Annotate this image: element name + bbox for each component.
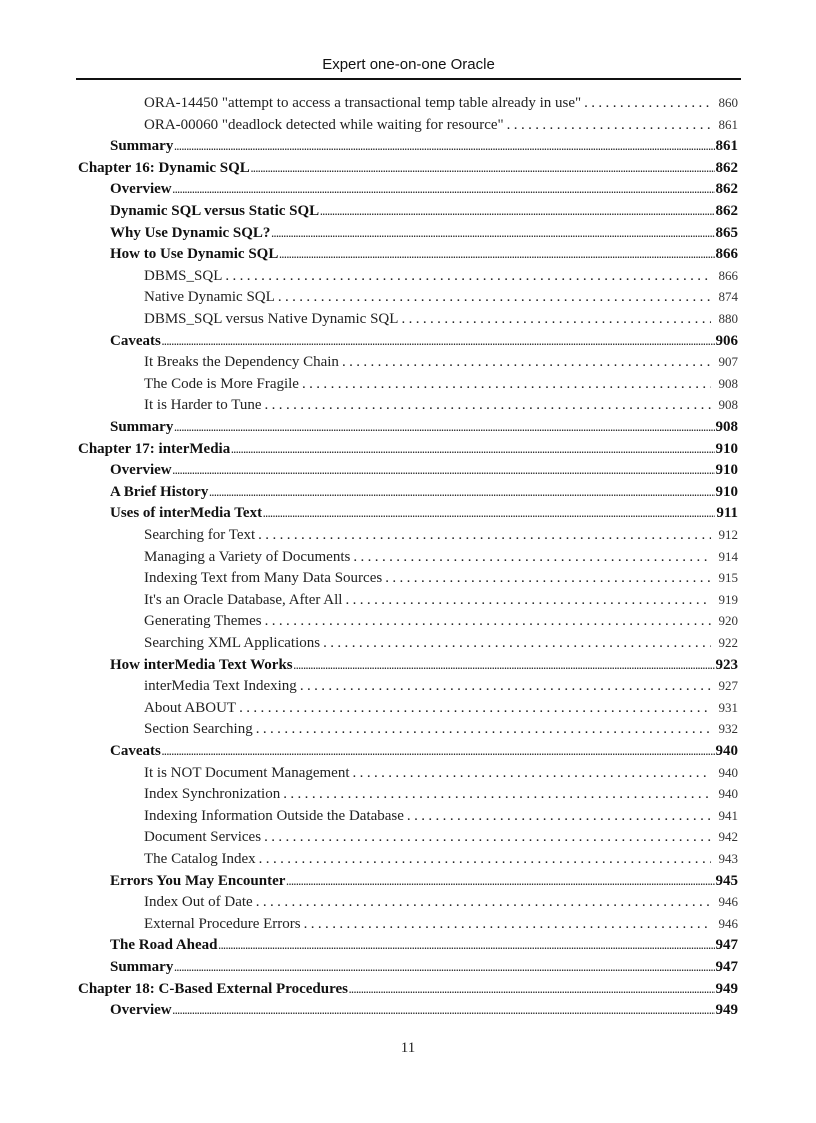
toc-entry-title: It's an Oracle Database, After All xyxy=(144,591,343,608)
toc-entry-title: Native Dynamic SQL xyxy=(144,289,275,306)
toc-subsection-entry[interactable] xyxy=(144,786,738,808)
toc-entry-page: 915 xyxy=(718,570,738,586)
toc-entry-title: Overview xyxy=(110,1002,172,1019)
toc-section-entry[interactable] xyxy=(110,181,738,203)
toc-entry-page: 932 xyxy=(718,721,738,737)
toc-dot-leader xyxy=(265,397,711,414)
toc-entry-page: 914 xyxy=(718,548,738,564)
toc-entry-title: The Code is More Fragile xyxy=(144,375,299,392)
toc-subsection-entry[interactable] xyxy=(144,117,738,139)
toc-subsection-entry[interactable] xyxy=(144,354,738,376)
toc-section-entry[interactable] xyxy=(110,873,738,895)
toc-entry-page: 908 xyxy=(718,375,738,391)
toc-entry-title: Chapter 17: interMedia xyxy=(78,440,231,457)
toc-entry-page: 940 xyxy=(718,764,738,780)
toc-entry-title: Caveats xyxy=(110,332,161,349)
toc-entry-title: Why Use Dynamic SQL? xyxy=(110,224,271,241)
toc-dot-leader xyxy=(302,376,711,393)
toc-entry-title: DBMS_SQL xyxy=(144,267,223,284)
toc-entry-title: Dynamic SQL versus Static SQL xyxy=(110,203,320,219)
toc-subsection-entry[interactable] xyxy=(144,549,738,571)
toc-entry-page: 922 xyxy=(718,635,738,650)
toc-section-entry[interactable] xyxy=(110,484,738,506)
toc-entry-page: 880 xyxy=(718,311,738,326)
toc-dot-leader xyxy=(231,445,714,455)
toc-entry-page: 945 xyxy=(715,872,738,889)
toc-entry-page: 912 xyxy=(718,527,738,542)
toc-entry-title: How interMedia Text Works xyxy=(110,656,293,673)
toc-dot-leader xyxy=(239,700,710,717)
toc-entry-page: 942 xyxy=(718,829,738,845)
toc-subsection-entry[interactable] xyxy=(144,397,738,419)
toc-dot-leader xyxy=(349,985,715,995)
toc-entry-page: 947 xyxy=(715,959,738,975)
toc-subsection-entry[interactable] xyxy=(144,721,738,743)
toc-entry-page: 920 xyxy=(718,613,738,629)
toc-dot-leader xyxy=(385,570,710,587)
toc-dot-leader xyxy=(251,164,715,174)
toc-dot-leader xyxy=(209,488,714,498)
toc-entry-page: 866 xyxy=(715,246,738,263)
toc-dot-leader xyxy=(300,678,711,695)
toc-entry-title: Section Searching xyxy=(144,721,253,738)
toc-dot-leader xyxy=(219,941,715,951)
toc-entry-title: A Brief History xyxy=(110,483,209,500)
toc-entry-page: 927 xyxy=(718,678,738,694)
toc-subsection-entry[interactable] xyxy=(144,527,738,549)
toc-dot-leader xyxy=(162,337,715,347)
toc-section-entry[interactable] xyxy=(110,743,738,765)
toc-subsection-entry[interactable] xyxy=(144,570,738,592)
toc-entry-title: Indexing Text from Many Data Sources xyxy=(144,570,383,587)
toc-dot-leader xyxy=(353,765,711,782)
toc-section-entry[interactable] xyxy=(110,657,738,679)
toc-entry-page: 908 xyxy=(715,419,738,435)
toc-section-entry[interactable] xyxy=(110,937,738,959)
toc-entry-title: About ABOUT xyxy=(144,699,237,716)
toc-dot-leader xyxy=(174,423,714,433)
toc-subsection-entry[interactable] xyxy=(144,268,738,290)
toc-entry-title: The Road Ahead xyxy=(110,937,218,954)
toc-subsection-entry[interactable] xyxy=(144,894,738,916)
toc-chapter-entry[interactable] xyxy=(78,981,738,1003)
toc-entry-page: 910 xyxy=(715,440,738,457)
toc-entry-page: 865 xyxy=(715,224,738,241)
toc-entry-page: 907 xyxy=(718,354,738,370)
toc-dot-leader xyxy=(225,268,710,285)
toc-entry-title: interMedia Text Indexing xyxy=(144,678,297,695)
toc-entry-page: 949 xyxy=(715,980,738,997)
toc-subsection-entry[interactable] xyxy=(144,916,738,938)
toc-chapter-entry[interactable] xyxy=(78,441,738,463)
toc-entry-title: Searching XML Applications xyxy=(144,635,321,651)
toc-dot-leader xyxy=(259,851,711,868)
toc-entry-title: Chapter 18: C-Based External Procedures xyxy=(78,980,348,997)
toc-subsection-entry[interactable] xyxy=(144,613,738,635)
toc-section-entry[interactable] xyxy=(110,505,738,527)
toc-section-entry[interactable] xyxy=(110,225,738,247)
page-number: 11 xyxy=(400,1040,416,1056)
toc-subsection-entry[interactable] xyxy=(144,700,738,722)
toc-section-entry[interactable] xyxy=(110,462,738,484)
toc-dot-leader xyxy=(256,894,711,911)
toc-entry-title: External Procedure Errors xyxy=(144,915,301,932)
toc-entry-title: Summary xyxy=(110,138,174,155)
toc-dot-leader xyxy=(294,661,715,671)
toc-dot-leader xyxy=(173,1006,715,1016)
toc-subsection-entry[interactable] xyxy=(144,829,738,851)
toc-entry-title: ORA-00060 "deadlock detected while waiting for resource" xyxy=(144,116,504,133)
toc-entry-page: 874 xyxy=(718,289,738,305)
toc-dot-leader xyxy=(507,117,711,134)
toc-entry-title: Errors You May Encounter xyxy=(110,872,286,889)
header-rule xyxy=(76,78,741,80)
toc-entry-title: Overview xyxy=(110,462,172,479)
toc-entry-page: 860 xyxy=(718,95,738,110)
toc-entry-page: 923 xyxy=(715,656,738,673)
toc-entry-page: 862 xyxy=(715,181,738,198)
toc-entry-title: ORA-14450 "attempt to access a transactional temp table already in use" xyxy=(144,95,582,111)
toc-entry-title: How to Use Dynamic SQL xyxy=(110,246,279,263)
toc-dot-leader xyxy=(174,963,714,973)
toc-entry-title: Indexing Information Outside the Database xyxy=(144,807,404,824)
toc-entry-title: It Breaks the Dependency Chain xyxy=(144,354,339,371)
toc-entry-page: 946 xyxy=(718,894,738,910)
toc-dot-leader xyxy=(271,229,714,239)
toc-entry-page: 947 xyxy=(715,937,738,954)
toc-entry-page: 862 xyxy=(715,203,738,219)
toc-subsection-entry[interactable] xyxy=(144,376,738,398)
toc-section-entry[interactable] xyxy=(110,138,738,160)
toc-entry-page: 910 xyxy=(715,462,738,479)
toc-chapter-entry[interactable] xyxy=(78,160,738,182)
toc-entry-page: 906 xyxy=(715,332,738,349)
toc-entry-page: 941 xyxy=(718,807,738,823)
toc-dot-leader xyxy=(174,142,714,152)
toc-entry-title: It is Harder to Tune xyxy=(144,397,262,414)
toc-entry-title: The Catalog Index xyxy=(144,851,256,867)
toc-section-entry[interactable] xyxy=(110,333,738,355)
toc-entry-page: 940 xyxy=(715,743,738,759)
toc-subsection-entry[interactable] xyxy=(144,311,738,333)
toc-dot-leader xyxy=(173,185,715,195)
toc-entry-title: Uses of interMedia Text xyxy=(110,505,263,522)
toc-dot-leader xyxy=(279,250,714,260)
toc-entry-page: 861 xyxy=(715,138,738,155)
toc-entry-title: It is NOT Document Management xyxy=(144,764,350,781)
toc-dot-leader xyxy=(286,877,714,887)
toc-dot-leader xyxy=(283,786,710,803)
toc-subsection-entry[interactable] xyxy=(144,289,738,311)
toc-section-entry[interactable] xyxy=(110,959,738,981)
toc-entry-title: Summary xyxy=(110,419,174,435)
toc-entry-page: 911 xyxy=(716,505,738,522)
toc-section-entry[interactable] xyxy=(110,246,738,268)
toc-dot-leader xyxy=(342,354,711,371)
toc-entry-title: Generating Themes xyxy=(144,613,262,630)
toc-dot-leader xyxy=(304,916,711,933)
toc-entry-title: Searching for Text xyxy=(144,527,256,543)
toc-subsection-entry[interactable] xyxy=(144,95,738,117)
toc-section-entry[interactable] xyxy=(110,419,738,441)
toc-dot-leader xyxy=(173,466,715,476)
toc-entry-title: Overview xyxy=(110,181,172,198)
toc-dot-leader xyxy=(258,527,710,544)
toc-subsection-entry[interactable] xyxy=(144,851,738,873)
toc-subsection-entry[interactable] xyxy=(144,592,738,614)
toc-entry-title: Summary xyxy=(110,959,174,975)
running-header: Expert one-on-one Oracle xyxy=(322,56,495,73)
toc-dot-leader xyxy=(278,289,711,306)
toc-entry-page: 861 xyxy=(718,116,738,132)
toc-subsection-entry[interactable] xyxy=(144,678,738,700)
toc-dot-leader xyxy=(162,747,715,757)
toc-entry-title: Index Synchronization xyxy=(144,786,281,803)
toc-subsection-entry[interactable] xyxy=(144,765,738,787)
toc-entry-title: Chapter 16: Dynamic SQL xyxy=(78,159,250,176)
toc-dot-leader xyxy=(263,509,715,519)
toc-dot-leader xyxy=(345,592,710,609)
toc-entry-page: 949 xyxy=(715,1002,738,1019)
toc-dot-leader xyxy=(323,635,710,652)
toc-entry-page: 943 xyxy=(718,851,738,866)
toc-entry-title: DBMS_SQL versus Native Dynamic SQL xyxy=(144,311,399,327)
toc-entry-page: 910 xyxy=(715,483,738,500)
toc-dot-leader xyxy=(256,721,711,738)
toc-entry-title: Document Services xyxy=(144,829,262,846)
toc-dot-leader xyxy=(353,549,710,566)
toc-section-entry[interactable] xyxy=(110,203,738,225)
toc-dot-leader xyxy=(584,95,710,112)
toc-entry-page: 931 xyxy=(718,699,738,715)
toc-dot-leader xyxy=(407,808,711,825)
toc-subsection-entry[interactable] xyxy=(144,808,738,830)
toc-entry-page: 862 xyxy=(715,159,738,176)
toc-dot-leader xyxy=(320,207,714,217)
toc-entry-title: Managing a Variety of Documents xyxy=(144,548,351,565)
toc-subsection-entry[interactable] xyxy=(144,635,738,657)
toc-entry-page: 908 xyxy=(718,397,738,413)
toc-entry-title: Index Out of Date xyxy=(144,894,253,911)
toc-entry-page: 919 xyxy=(718,591,738,607)
toc-entry-title: Caveats xyxy=(110,743,161,759)
toc-entry-page: 866 xyxy=(718,267,738,283)
toc-dot-leader xyxy=(264,829,710,846)
toc-section-entry[interactable] xyxy=(110,1002,738,1024)
toc-dot-leader xyxy=(265,613,711,630)
toc-dot-leader xyxy=(401,311,710,328)
toc-entry-page: 940 xyxy=(718,786,738,802)
toc-entry-page: 946 xyxy=(718,915,738,931)
